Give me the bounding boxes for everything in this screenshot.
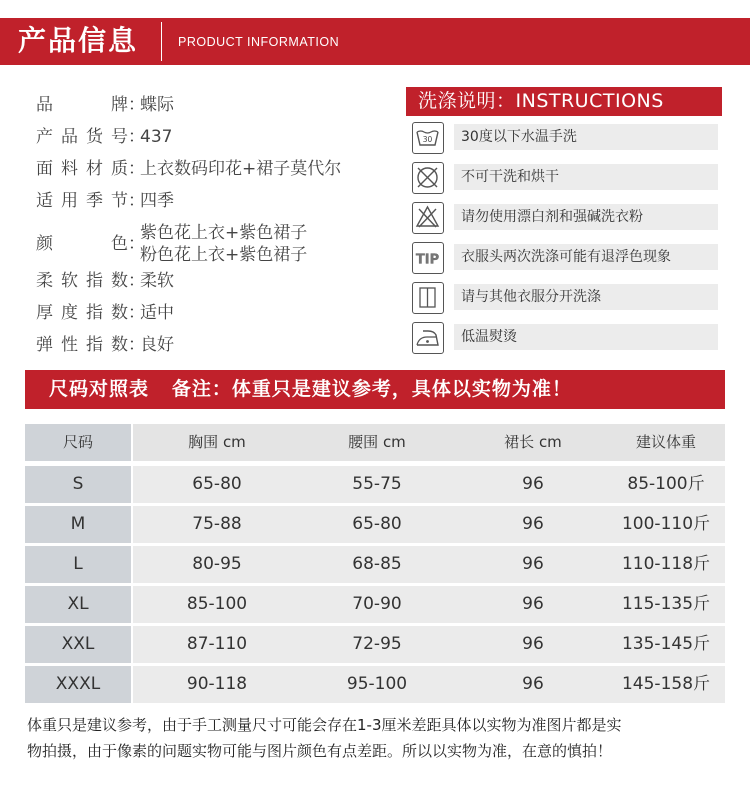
wash-item-bar xyxy=(454,284,718,310)
no-bleach-icon xyxy=(412,202,444,234)
size-table-row xyxy=(25,466,725,503)
low-iron-icon xyxy=(412,322,444,354)
size-value-cell: 135-145斤 xyxy=(621,634,711,654)
wash-item-text: 请与其他衣服分开洗涤 xyxy=(461,289,601,305)
info-colon: ： xyxy=(128,335,145,355)
size-label-cell: XXXL xyxy=(55,674,101,694)
info-label: 厚 度 指 数 xyxy=(36,303,128,323)
info-label: 颜 色 xyxy=(36,234,128,254)
size-table-header-cell: 尺码 xyxy=(62,433,93,451)
size-value-cell: 70-90 xyxy=(352,594,402,614)
size-value-cell: 96 xyxy=(522,474,544,494)
wash-item-text: 请勿使用漂白剂和强碱洗衣粉 xyxy=(461,209,643,225)
info-value-line: 粉色花上衣+紫色裙子 xyxy=(140,245,308,265)
info-colon: ： xyxy=(128,95,145,115)
info-label: 适 用 季 节 xyxy=(36,191,128,211)
wash-item-bar xyxy=(454,124,718,150)
size-value-cell: 96 xyxy=(522,674,544,694)
header-divider xyxy=(161,22,162,61)
size-note-line: 物拍摄，由于像素的问题实物可能与图片颜色有点差距。所以以实物为准，在意的慎拍！ xyxy=(27,742,613,760)
wash-item xyxy=(412,244,718,273)
info-value xyxy=(140,334,174,356)
size-label-cell: S xyxy=(72,474,84,494)
wash-item-bar xyxy=(454,204,718,230)
info-value-line: 良好 xyxy=(140,335,174,355)
size-value-cell: 75-88 xyxy=(192,514,242,534)
size-label-cell: XXL xyxy=(61,634,95,654)
size-value-cell: 145-158斤 xyxy=(621,674,711,694)
wash-30-icon xyxy=(412,122,444,154)
info-label: 产 品 货 号 xyxy=(36,127,128,147)
info-value-line: 紫色花上衣+紫色裙子 xyxy=(140,223,308,243)
info-row xyxy=(36,190,174,212)
size-note-line: 体重只是建议参考，由于手工测量尺寸可能会存在1-3厘米差距具体以实物为准图片都是实 xyxy=(27,716,622,734)
wash-item-bar xyxy=(454,164,718,190)
wash-separately-icon xyxy=(412,282,444,314)
size-label-cell: XL xyxy=(67,594,89,614)
info-colon: ： xyxy=(128,127,145,147)
info-label: 柔 软 指 数 xyxy=(36,271,128,291)
wash-item-bar xyxy=(454,244,718,270)
size-table-header-cell: 建议体重 xyxy=(635,433,696,451)
size-value-cell: 95-100 xyxy=(346,674,408,694)
wash-item xyxy=(412,204,718,233)
info-value xyxy=(140,222,307,266)
size-chart-banner xyxy=(25,370,725,409)
info-value xyxy=(140,302,174,324)
wash-item-text: 不可干洗和烘干 xyxy=(461,169,559,185)
size-value-cell: 85-100斤 xyxy=(627,474,705,494)
info-value-line: 上衣数码印花+裙子莫代尔 xyxy=(140,159,342,179)
size-label-cell: L xyxy=(73,554,83,574)
wash-instructions-header xyxy=(406,87,722,116)
size-table-row xyxy=(25,586,725,623)
wash-item xyxy=(412,284,718,313)
info-value-line: 437 xyxy=(140,127,173,147)
size-value-cell: 115-135斤 xyxy=(621,594,711,614)
wash-item-text: 30度以下水温手洗 xyxy=(461,129,577,145)
info-value xyxy=(140,190,174,212)
size-table-row xyxy=(25,506,725,543)
wash-item xyxy=(412,324,718,353)
section-subtitle: PRODUCT INFORMATION xyxy=(178,35,340,49)
info-value-line: 四季 xyxy=(140,191,174,211)
info-value-line: 适中 xyxy=(140,303,174,323)
svg-text:TIP: TIP xyxy=(415,252,440,268)
size-table-header-cell: 腰围 cm xyxy=(348,433,406,451)
svg-text:30: 30 xyxy=(422,135,433,144)
tip-icon xyxy=(412,242,444,274)
size-note xyxy=(27,712,727,764)
info-colon: ： xyxy=(128,234,145,254)
size-value-cell: 68-85 xyxy=(352,554,402,574)
size-value-cell: 72-95 xyxy=(352,634,402,654)
info-value-line: 蝶际 xyxy=(140,95,174,115)
wash-instructions-title: 洗涤说明：INSTRUCTIONS xyxy=(418,90,664,112)
info-row xyxy=(36,94,174,116)
size-table-row xyxy=(25,666,725,703)
info-colon: ： xyxy=(128,191,145,211)
wash-item xyxy=(412,124,718,153)
info-value xyxy=(140,126,172,148)
wash-item-text: 衣服头两次洗涤可能有退浮色现象 xyxy=(461,249,671,265)
size-value-cell: 90-118 xyxy=(186,674,248,694)
wash-item-text: 低温熨烫 xyxy=(461,329,517,345)
size-table-header-cell: 胸围 cm xyxy=(188,433,246,451)
wash-item xyxy=(412,164,718,193)
info-colon: ： xyxy=(128,271,145,291)
info-row xyxy=(36,302,174,324)
info-value xyxy=(140,94,174,116)
info-label: 面 料 材 质 xyxy=(36,159,128,179)
no-dryclean-icon xyxy=(412,162,444,194)
size-table-header-row xyxy=(25,424,725,461)
info-colon: ： xyxy=(128,303,145,323)
info-value xyxy=(140,158,341,180)
info-row xyxy=(36,334,174,356)
size-value-cell: 96 xyxy=(522,554,544,574)
info-row xyxy=(36,126,172,148)
size-value-cell: 65-80 xyxy=(352,514,402,534)
info-value-line: 柔软 xyxy=(140,271,174,291)
size-chart-banner-text: 尺码对照表 备注：体重只是建议参考，具体以实物为准！ xyxy=(49,378,572,400)
size-label-cell: M xyxy=(70,514,86,534)
size-table-row xyxy=(25,626,725,663)
info-row xyxy=(36,270,174,292)
section-header xyxy=(0,18,750,65)
size-value-cell: 87-110 xyxy=(186,634,248,654)
info-row xyxy=(36,222,307,266)
size-value-cell: 85-100 xyxy=(186,594,248,614)
info-row xyxy=(36,158,341,180)
size-table-header-cell: 裙长 cm xyxy=(504,433,562,451)
info-label: 品 牌 xyxy=(36,95,128,115)
size-value-cell: 65-80 xyxy=(192,474,242,494)
section-title: 产品信息 xyxy=(18,24,139,57)
wash-item-bar xyxy=(454,324,718,350)
size-value-cell: 96 xyxy=(522,514,544,534)
size-value-cell: 100-110斤 xyxy=(621,514,711,534)
info-colon: ： xyxy=(128,159,145,179)
size-value-cell: 96 xyxy=(522,634,544,654)
size-value-cell: 96 xyxy=(522,594,544,614)
size-value-cell: 80-95 xyxy=(192,554,242,574)
size-table-row xyxy=(25,546,725,583)
size-value-cell: 110-118斤 xyxy=(621,554,711,574)
info-value xyxy=(140,270,174,292)
size-value-cell: 55-75 xyxy=(352,474,402,494)
info-label: 弹 性 指 数 xyxy=(36,335,128,355)
